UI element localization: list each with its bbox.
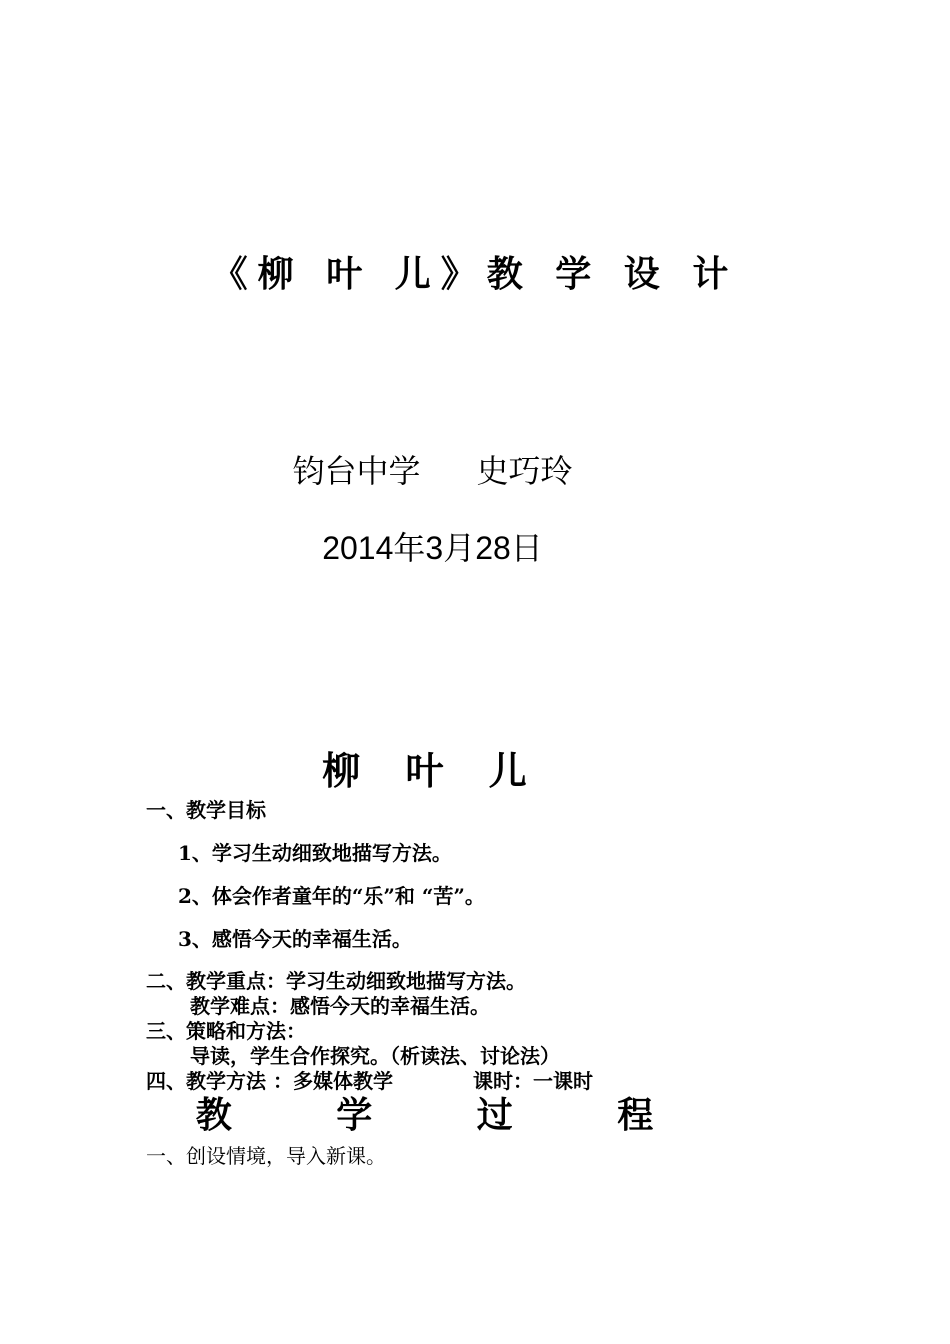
- strategy-heading: 三、策略和方法：: [146, 1019, 306, 1043]
- cover-title: 《柳 叶 儿》教 学 设 计: [211, 253, 739, 295]
- strategy-text: 导读，学生合作探究。（析读法、讨论法）: [190, 1044, 560, 1068]
- key-point: 二、教学重点：学习生动细致地描写方法。: [146, 969, 526, 993]
- method-line: [146, 1071, 593, 1091]
- process-title: 教 学 过 程: [195, 1095, 700, 1136]
- objective-item-3: 3、感悟今天的幸福生活。: [178, 927, 412, 951]
- lesson-hours: 课时：一课时: [472, 1069, 593, 1093]
- lesson-title: 柳 叶 儿: [322, 749, 543, 793]
- step-1: 一、创设情境，导入新课。: [146, 1144, 386, 1168]
- author-line: [0, 452, 865, 490]
- objective-item-1: 1、学习生动细致地描写方法。: [178, 841, 452, 865]
- school-name: 钧台中学: [292, 452, 421, 490]
- teaching-method: 四、教学方法 ：多媒体教学: [146, 1069, 393, 1093]
- difficult-point: 教学难点：感悟今天的幸福生活。: [190, 994, 490, 1018]
- objective-item-2: 2、体会作者童年的“乐”和 “苦”。: [178, 884, 485, 908]
- cover-date: 2014年3月28日: [322, 530, 543, 566]
- teacher-name: 史巧玲: [476, 452, 573, 490]
- objectives-heading: 一、教学目标: [146, 798, 266, 822]
